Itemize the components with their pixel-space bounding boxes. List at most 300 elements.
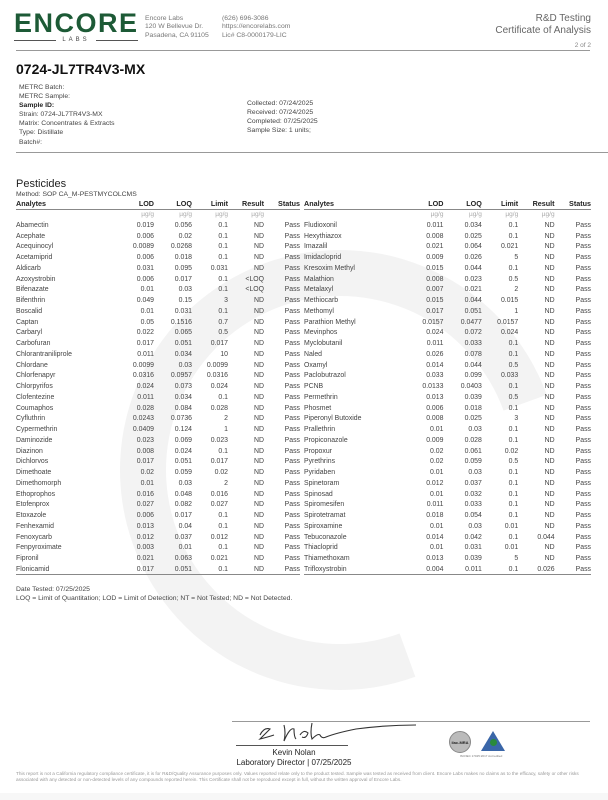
lod-value: 0.012 bbox=[426, 479, 444, 487]
limit-value: 0.031 bbox=[210, 264, 228, 272]
table-row bbox=[16, 381, 300, 392]
loq-value: 0.056 bbox=[174, 221, 192, 229]
result-value: ND bbox=[544, 372, 555, 380]
status-value: Pass bbox=[575, 264, 591, 272]
result-value: ND bbox=[254, 501, 264, 509]
analyte-name: Pyrethrins bbox=[304, 458, 336, 466]
col-lod: LOD bbox=[401, 198, 443, 209]
loq-value: 0.0268 bbox=[170, 243, 192, 251]
loq-value: 0.037 bbox=[464, 479, 482, 487]
lod-value: 0.019 bbox=[136, 221, 154, 229]
status-value: Pass bbox=[284, 469, 300, 477]
unit-cell bbox=[304, 209, 401, 220]
accreditation-caption: ISO/IEC 17025:2017 Accredited bbox=[459, 754, 503, 758]
limit-value: 0.021 bbox=[210, 555, 228, 563]
loq-value: 0.15 bbox=[178, 297, 192, 305]
loq-value: 0.032 bbox=[464, 490, 482, 498]
lod-value: 0.021 bbox=[426, 243, 444, 251]
limit-value: 3 bbox=[224, 297, 228, 305]
analyte-name: Metalaxyl bbox=[304, 286, 334, 294]
lod-value: 0.01 bbox=[430, 522, 444, 530]
result-value: ND bbox=[544, 221, 555, 229]
limit-value: 0.1 bbox=[508, 383, 519, 391]
header bbox=[0, 0, 608, 52]
lod-value: 0.006 bbox=[136, 254, 154, 262]
lod-value: 0.05 bbox=[140, 318, 154, 326]
status-value: Pass bbox=[284, 447, 300, 455]
analyte-name: Daminozide bbox=[16, 436, 53, 444]
table-row bbox=[16, 231, 300, 242]
lod-value: 0.02 bbox=[430, 447, 444, 455]
analyte-name: Spiroxamine bbox=[304, 522, 343, 530]
website-link[interactable]: https://encorelabs.com bbox=[222, 23, 291, 31]
loq-value: 0.031 bbox=[174, 307, 192, 315]
col-result: Result bbox=[518, 198, 554, 209]
table-row bbox=[304, 317, 591, 328]
analyte-name: Malathion bbox=[304, 275, 334, 283]
lod-value: 0.01 bbox=[430, 426, 444, 434]
status-value: Pass bbox=[575, 286, 591, 294]
limit-value: 0.0316 bbox=[206, 372, 228, 380]
table-row bbox=[304, 381, 591, 392]
limit-value: 0.02 bbox=[214, 469, 228, 477]
analyte-name: Thiacloprid bbox=[304, 544, 338, 552]
result-value: ND bbox=[544, 436, 555, 444]
result-value: ND bbox=[544, 307, 555, 315]
table-row bbox=[304, 500, 591, 511]
status-value: Pass bbox=[284, 383, 300, 391]
limit-value: 5 bbox=[514, 555, 519, 563]
sample-meta-right: Collected: 07/24/2025 Received: 07/24/2025 Completed: 07/25/2025 Sample Size: 1 units; bbox=[247, 100, 318, 135]
logo-wordmark: ENCORE bbox=[14, 8, 139, 38]
analyte-name: Dimethoate bbox=[16, 469, 52, 477]
limit-value: 0.024 bbox=[500, 329, 519, 337]
limit-value: 0.1 bbox=[508, 512, 519, 520]
table-row bbox=[304, 424, 591, 435]
loq-value: 0.03 bbox=[178, 286, 192, 294]
status-value: Pass bbox=[575, 533, 591, 541]
table-row bbox=[304, 532, 591, 543]
lod-value: 0.015 bbox=[426, 297, 444, 305]
unit-cell: µg/g bbox=[469, 211, 482, 219]
result-value: ND bbox=[254, 522, 264, 530]
analyte-name: Etofenprox bbox=[16, 501, 50, 509]
unit-cell bbox=[16, 209, 112, 220]
unit-cell bbox=[264, 209, 300, 220]
limit-value: 0.1 bbox=[218, 254, 228, 262]
table-row bbox=[304, 306, 591, 317]
lod-value: 0.028 bbox=[136, 404, 154, 412]
analyte-name: Etoxazole bbox=[16, 512, 47, 520]
lod-value: 0.0133 bbox=[422, 383, 444, 391]
limit-value: 0.028 bbox=[210, 404, 228, 412]
lod-value: 0.003 bbox=[136, 544, 154, 552]
limit-value: 0.1 bbox=[218, 232, 228, 240]
status-value: Pass bbox=[284, 275, 300, 283]
result-value: ND bbox=[254, 297, 264, 305]
lod-value: 0.008 bbox=[426, 415, 444, 423]
lod-value: 0.017 bbox=[136, 340, 154, 348]
loq-value: 0.023 bbox=[464, 275, 482, 283]
lod-value: 0.017 bbox=[426, 307, 444, 315]
limit-value: 3 bbox=[514, 415, 519, 423]
status-value: Pass bbox=[284, 340, 300, 348]
lod-value: 0.008 bbox=[426, 232, 444, 240]
limit-value: 0.0099 bbox=[206, 361, 228, 369]
result-value: ND bbox=[544, 254, 555, 262]
status-value: Pass bbox=[284, 286, 300, 294]
col-loq: LOQ bbox=[154, 198, 192, 209]
limit-value: 0.5 bbox=[508, 275, 519, 283]
analyte-name: Spinosad bbox=[304, 490, 333, 498]
lod-value: 0.0316 bbox=[132, 372, 154, 380]
loq-value: 0.04 bbox=[178, 522, 192, 530]
analyte-name: Methomyl bbox=[304, 307, 334, 315]
analyte-name: Trifloxystrobin bbox=[304, 564, 401, 575]
unit-cell: µg/g bbox=[541, 211, 555, 219]
result-value: ND bbox=[254, 544, 264, 552]
result-value: ND bbox=[254, 415, 264, 423]
result-value: ND bbox=[254, 340, 264, 348]
loq-value: 0.0957 bbox=[170, 372, 192, 380]
loq-value: 0.051 bbox=[154, 564, 192, 575]
lod-value: 0.031 bbox=[136, 264, 154, 272]
analyte-name: Chlorpyrifos bbox=[16, 383, 53, 391]
unit-cell: µg/g bbox=[505, 211, 519, 219]
loq-value: 0.01 bbox=[178, 544, 192, 552]
status-value: Pass bbox=[575, 426, 591, 434]
result-value: ND bbox=[544, 555, 555, 563]
analyte-name: Thiamethoxam bbox=[304, 555, 350, 563]
lod-value: 0.009 bbox=[426, 254, 444, 262]
table-row bbox=[304, 338, 591, 349]
analyte-name: Chlorfenapyr bbox=[16, 372, 56, 380]
lod-value: 0.02 bbox=[430, 458, 444, 466]
lab-address: Encore Labs 120 W Bellevue Dr. Pasadena, CA 91105 bbox=[145, 15, 209, 39]
table-row bbox=[304, 457, 591, 468]
analyte-name: Kresoxim Methyl bbox=[304, 264, 355, 272]
status-value: Pass bbox=[575, 404, 591, 412]
result-value: ND bbox=[544, 479, 555, 487]
result-value: ND bbox=[254, 426, 264, 434]
loq-value: 0.099 bbox=[464, 372, 482, 380]
limit-value: 0.5 bbox=[218, 329, 228, 337]
result-value: ND bbox=[254, 555, 264, 563]
table-row bbox=[16, 435, 300, 446]
col-status: Status bbox=[555, 198, 591, 209]
lod-value: 0.008 bbox=[426, 275, 444, 283]
table-row bbox=[16, 564, 300, 575]
loq-value: 0.082 bbox=[174, 501, 192, 509]
status-value: Pass bbox=[575, 501, 591, 509]
loq-value: 0.03 bbox=[468, 469, 482, 477]
analyte-name: Clofentezine bbox=[16, 393, 55, 401]
table-row bbox=[16, 371, 300, 382]
analyte-name: Fenoxycarb bbox=[16, 533, 53, 541]
status-value: Pass bbox=[284, 254, 300, 262]
lod-value: 0.006 bbox=[426, 404, 444, 412]
result-value: ND bbox=[254, 307, 264, 315]
loq-value: 0.095 bbox=[174, 264, 192, 272]
result-value: ND bbox=[254, 479, 264, 487]
page-bottom-band bbox=[0, 793, 608, 800]
loq-value: 0.042 bbox=[464, 533, 482, 541]
table-row bbox=[16, 478, 300, 489]
units-row bbox=[16, 209, 300, 220]
limit-value: 0.1 bbox=[192, 564, 228, 575]
analyte-name: Phosmet bbox=[304, 404, 332, 412]
lod-value: 0.013 bbox=[426, 393, 444, 401]
encore-labs-logo bbox=[14, 10, 138, 43]
lod-value: 0.014 bbox=[426, 361, 444, 369]
limit-value: 0.5 bbox=[508, 361, 519, 369]
table-row bbox=[16, 403, 300, 414]
table-row bbox=[16, 532, 300, 543]
analyte-name: Dimethomorph bbox=[16, 479, 62, 487]
table-row bbox=[304, 295, 591, 306]
status-value: Pass bbox=[575, 340, 591, 348]
result-value: ND bbox=[544, 490, 555, 498]
lod-value: 0.007 bbox=[426, 286, 444, 294]
table-row bbox=[304, 274, 591, 285]
loq-value: 0.017 bbox=[174, 512, 192, 520]
loq-value: 0.064 bbox=[464, 243, 482, 251]
result-value: ND bbox=[544, 383, 555, 391]
result-value: ND bbox=[544, 426, 555, 434]
col-loq: LOQ bbox=[443, 198, 481, 209]
lod-value: 0.022 bbox=[136, 329, 154, 337]
result-value: ND bbox=[254, 372, 264, 380]
limit-value: 0.1 bbox=[508, 436, 519, 444]
lod-value: 0.0157 bbox=[422, 318, 444, 326]
limit-value: 0.1 bbox=[508, 232, 519, 240]
loq-value: 0.025 bbox=[464, 232, 482, 240]
table-row bbox=[16, 306, 300, 317]
limit-value: 0.1 bbox=[508, 469, 519, 477]
status-value: Pass bbox=[284, 307, 300, 315]
lod-value: 0.013 bbox=[136, 522, 154, 530]
analyte-name: Pyridaben bbox=[304, 469, 336, 477]
col-limit: Limit bbox=[192, 198, 228, 209]
lod-value: 0.01 bbox=[140, 307, 154, 315]
status-value: Pass bbox=[284, 522, 300, 530]
lod-value: 0.018 bbox=[426, 512, 444, 520]
signer-role: Laboratory Director | 07/25/2025 bbox=[236, 758, 352, 767]
loq-value: 0.0403 bbox=[460, 383, 482, 391]
analyte-name: Coumaphos bbox=[16, 404, 54, 412]
analyte-name: Propiconazole bbox=[304, 436, 348, 444]
table-row bbox=[16, 457, 300, 468]
limit-value: 2 bbox=[514, 286, 519, 294]
col-result: Result bbox=[228, 198, 264, 209]
analyte-name: Tebuconazole bbox=[304, 533, 347, 541]
result-value: ND bbox=[544, 447, 555, 455]
lod-value: 0.021 bbox=[136, 555, 154, 563]
limit-value: 0.016 bbox=[210, 490, 228, 498]
status-value: Pass bbox=[575, 329, 591, 337]
lod-value: 0.016 bbox=[136, 490, 154, 498]
table-row bbox=[16, 553, 300, 564]
unit-cell: µg/g bbox=[215, 211, 228, 219]
table-row bbox=[16, 489, 300, 500]
status-value: Pass bbox=[284, 264, 300, 272]
lod-value: 0.01 bbox=[430, 544, 444, 552]
result-value: ND bbox=[544, 297, 555, 305]
status-value: Pass bbox=[284, 243, 300, 251]
analyte-name: Fenpyroximate bbox=[16, 544, 62, 552]
result-value: <LOQ bbox=[245, 286, 264, 294]
loq-value: 0.018 bbox=[464, 404, 482, 412]
limit-value: 0.1 bbox=[218, 243, 228, 251]
status-value: Pass bbox=[284, 318, 300, 326]
analyte-name: Diazinon bbox=[16, 447, 43, 455]
result-value: ND bbox=[544, 232, 555, 240]
status-value: Pass bbox=[575, 361, 591, 369]
ilac-mra-icon: ilac-MRA bbox=[449, 731, 471, 753]
table-row bbox=[304, 403, 591, 414]
limit-value: 2 bbox=[224, 415, 228, 423]
table-row bbox=[16, 500, 300, 511]
lod-value: 0.009 bbox=[426, 436, 444, 444]
status-value: Pass bbox=[575, 522, 591, 530]
analyte-name: Acetamiprid bbox=[16, 254, 53, 262]
lod-value: 0.0099 bbox=[132, 361, 154, 369]
analyte-name: Bifenthrin bbox=[16, 297, 46, 305]
limit-value: 5 bbox=[514, 254, 519, 262]
limit-value: 0.1 bbox=[508, 426, 519, 434]
table-row bbox=[16, 446, 300, 457]
analyte-name: Bifenazate bbox=[16, 286, 49, 294]
status-value: Pass bbox=[575, 275, 591, 283]
col-status: Status bbox=[264, 198, 300, 209]
result-value: ND bbox=[254, 264, 264, 272]
status-value: Pass bbox=[575, 254, 591, 262]
status-value: Pass bbox=[575, 490, 591, 498]
limit-value: 0.0157 bbox=[497, 318, 519, 326]
analyte-name: Ethoprophos bbox=[16, 490, 56, 498]
limit-value: 0.017 bbox=[210, 340, 228, 348]
limit-value: 0.012 bbox=[210, 533, 228, 541]
limit-value: 0.1 bbox=[218, 393, 228, 401]
status-value: Pass bbox=[575, 383, 591, 391]
loq-value: 0.054 bbox=[464, 512, 482, 520]
analyte-name: Captan bbox=[16, 318, 39, 326]
table-row bbox=[16, 510, 300, 521]
unit-cell: µg/g bbox=[141, 211, 154, 219]
analyte-name: Fipronil bbox=[16, 555, 39, 563]
result-value: ND bbox=[544, 361, 555, 369]
status-value: Pass bbox=[284, 490, 300, 498]
lod-value: 0.01 bbox=[430, 490, 444, 498]
lod-value: 0.006 bbox=[136, 232, 154, 240]
status-value: Pass bbox=[575, 318, 591, 326]
table-row bbox=[304, 564, 591, 575]
method: Method: SOP CA_M-PESTMYCOLCMS bbox=[16, 191, 137, 198]
lod-value: 0.0243 bbox=[132, 415, 154, 423]
limit-value: 0.1 bbox=[508, 221, 519, 229]
lod-value: 0.004 bbox=[401, 564, 443, 575]
limit-value: 0.1 bbox=[218, 447, 228, 455]
status-value: Pass bbox=[575, 297, 591, 305]
loq-value: 0.026 bbox=[464, 254, 482, 262]
pja-globe-icon bbox=[490, 739, 497, 746]
lod-value: 0.008 bbox=[136, 447, 154, 455]
status-value: Pass bbox=[284, 350, 300, 358]
loq-value: 0.02 bbox=[178, 232, 192, 240]
limit-value: 0.1 bbox=[218, 221, 228, 229]
lod-value: 0.006 bbox=[136, 512, 154, 520]
status-value: Pass bbox=[575, 372, 591, 380]
status-value: Pass bbox=[284, 544, 300, 552]
limit-value: 0.1 bbox=[218, 275, 228, 283]
result-value: 0.044 bbox=[537, 533, 555, 541]
result-value: ND bbox=[254, 329, 264, 337]
limit-value: 0.1 bbox=[482, 564, 518, 575]
result-value: ND bbox=[254, 361, 264, 369]
result-value: ND bbox=[254, 512, 264, 520]
signature-line bbox=[236, 745, 348, 746]
lod-value: 0.02 bbox=[140, 469, 154, 477]
result-value: 0.026 bbox=[518, 564, 554, 575]
limit-value: 0.1 bbox=[218, 544, 228, 552]
result-value: ND bbox=[254, 393, 264, 401]
status-value: Pass bbox=[284, 297, 300, 305]
limit-value: 0.1 bbox=[218, 307, 228, 315]
loq-value: 0.073 bbox=[174, 383, 192, 391]
loq-value: 0.059 bbox=[464, 458, 482, 466]
status-value: Pass bbox=[575, 350, 591, 358]
loq-value: 0.1516 bbox=[170, 318, 192, 326]
limit-value: 0.1 bbox=[508, 501, 519, 509]
status-value: Pass bbox=[284, 221, 300, 229]
pesticides-table-right bbox=[304, 198, 591, 575]
limit-value: 0.015 bbox=[500, 297, 519, 305]
loq-value: 0.028 bbox=[464, 436, 482, 444]
lod-value: 0.006 bbox=[136, 275, 154, 283]
loq-value: 0.044 bbox=[464, 264, 482, 272]
analyte-name: Hexythiazox bbox=[304, 232, 342, 240]
lab-contact bbox=[222, 15, 290, 40]
limit-value: 0.1 bbox=[218, 522, 228, 530]
loq-value: 0.0736 bbox=[170, 415, 192, 423]
loq-value: 0.084 bbox=[174, 404, 192, 412]
analyte-name: Paclobutrazol bbox=[304, 372, 346, 380]
lod-value: 0.026 bbox=[426, 350, 444, 358]
analyte-name: Spinetoram bbox=[304, 479, 340, 487]
status-value: Pass bbox=[284, 415, 300, 423]
limit-value: 1 bbox=[514, 307, 519, 315]
analyte-name: Mevinphos bbox=[304, 329, 338, 337]
table-row bbox=[304, 414, 591, 425]
lod-value: 0.027 bbox=[136, 501, 154, 509]
lod-value: 0.011 bbox=[426, 501, 444, 509]
result-value: ND bbox=[544, 469, 555, 477]
lod-value: 0.01 bbox=[430, 469, 444, 477]
loq-value: 0.033 bbox=[464, 340, 482, 348]
limit-value: 0.1 bbox=[508, 350, 519, 358]
table-row bbox=[16, 521, 300, 532]
analyte-name: Imazalil bbox=[304, 243, 328, 251]
loq-value: 0.031 bbox=[464, 544, 482, 552]
col-analytes: Analytes bbox=[304, 198, 401, 209]
logo-subtitle: LABS bbox=[62, 37, 90, 43]
table-row bbox=[304, 252, 591, 263]
signer-name: Kevin Nolan bbox=[272, 748, 316, 757]
limit-value: 0.1 bbox=[508, 533, 519, 541]
table-row bbox=[16, 424, 300, 435]
limit-value: 0.023 bbox=[210, 436, 228, 444]
status-value: Pass bbox=[284, 393, 300, 401]
